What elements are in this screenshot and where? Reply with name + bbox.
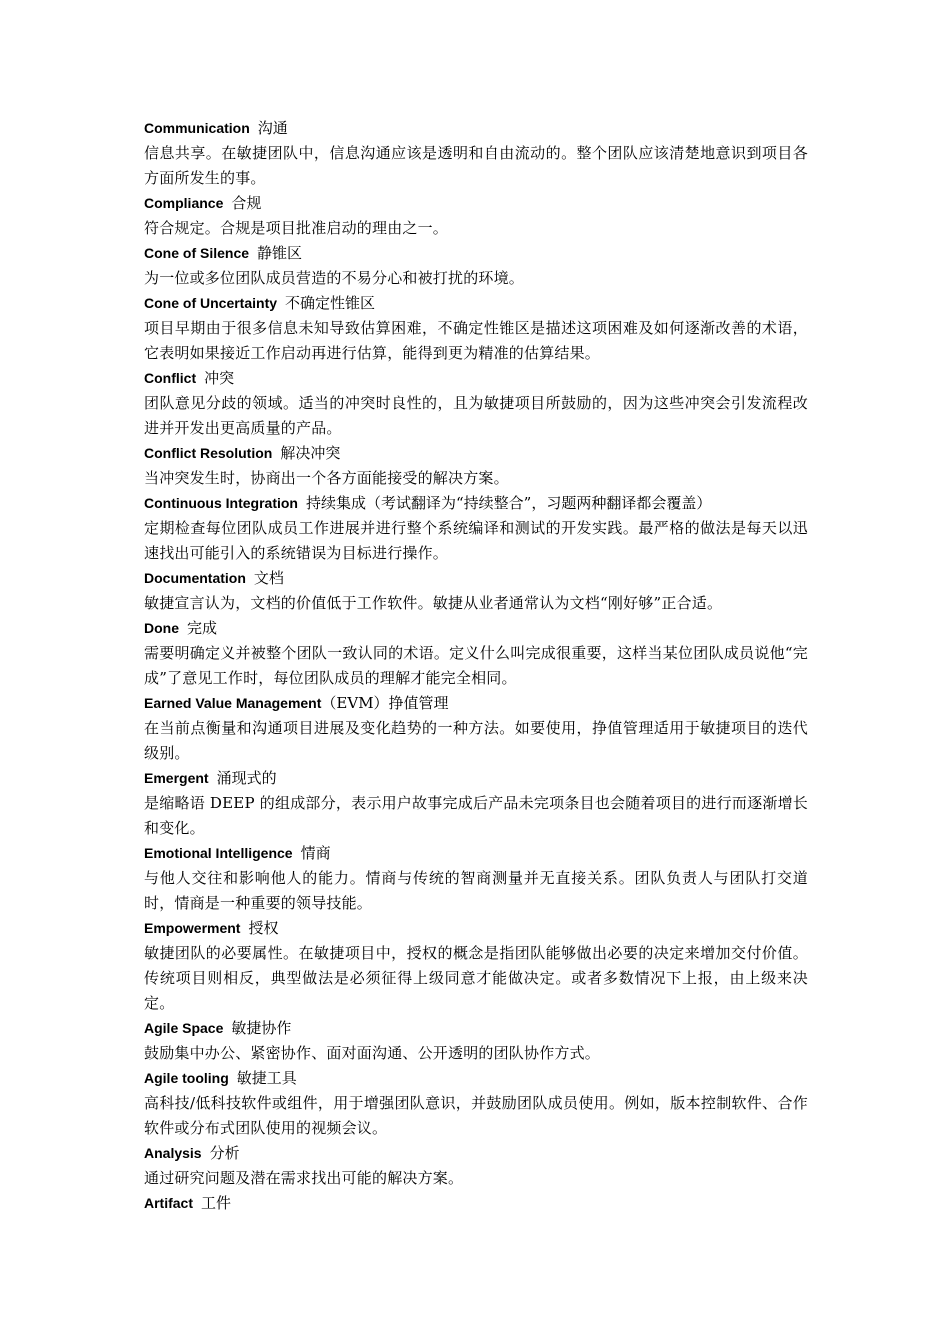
glossary-entry [144,1066,808,1141]
entry-definition: 定期检查每位团队成员工作进展并进行整个系统编译和测试的开发实践。最严格的做法是每天以迅速找出可能引入的系统错误为目标进行操作。 [144,519,808,562]
entry-heading [144,116,808,141]
entry-heading [144,841,808,866]
glossary-entry [144,841,808,916]
glossary-entry [144,1141,808,1191]
entry-term: Done [144,620,179,636]
entry-term-zh: 情商 [300,844,331,862]
glossary-entry [144,616,808,691]
entry-heading [144,241,808,266]
entry-term-zh: 授权 [248,919,279,937]
entry-heading [144,916,808,941]
entry-term-zh: 冲突 [204,369,235,387]
entry-definition: 当冲突发生时，协商出一个各方面能接受的解决方案。 [144,469,509,487]
entry-definition: 通过研究问题及潜在需求找出可能的解决方案。 [144,1169,464,1187]
entry-term: Empowerment [144,920,241,936]
entry-definition: 高科技/低科技软件或组件，用于增强团队意识，并鼓励团队成员使用。例如，版本控制软件、合作软件或分布式团队使用的视频会议。 [144,1094,808,1137]
entry-term: Artifact [144,1195,194,1211]
entry-heading [144,1141,808,1166]
entry-heading [144,566,808,591]
entry-definition: 为一位或多位团队成员营造的不易分心和被打扰的环境。 [144,269,525,287]
glossary-entry [144,441,808,491]
entry-term: Cone of Silence [144,245,250,261]
entry-heading [144,491,808,516]
entry-heading [144,366,808,391]
entry-heading [144,616,808,641]
glossary-page [144,116,808,1216]
entry-term-zh: 合规 [231,194,262,212]
entry-heading [144,1066,808,1091]
entry-definition: 与他人交往和影响他人的能力。情商与传统的智商测量并无直接关系。团队负责人与团队打交道时，情商是一种重要的领导技能。 [144,869,808,912]
entry-term: Compliance [144,195,224,211]
entry-term-zh: 不确定性锥区 [285,294,376,312]
glossary-entry [144,1016,808,1066]
entry-definition: 团队意见分歧的领域。适当的冲突时良性的，且为敏捷项目所鼓励的，因为这些冲突会引发流程改进并开发出更高质量的产品。 [144,394,808,437]
entry-term: Conflict [144,370,197,386]
glossary-entry [144,566,808,616]
glossary-entry [144,916,808,1016]
glossary-entry [144,491,808,566]
entry-definition: 在当前点衡量和沟通项目进展及变化趋势的一种方法。如要使用，挣值管理适用于敏捷项目的迭代级别。 [144,719,808,762]
entry-heading [144,1016,808,1041]
entry-term-zh: 解决冲突 [280,444,341,462]
entry-term: Emergent [144,770,209,786]
entry-term-zh: 敏捷协作 [231,1019,292,1037]
entry-definition: 是缩略语 DEEP 的组成部分，表示用户故事完成后产品未完项条目也会随着项目的进行而逐渐增长和变化。 [144,794,808,837]
entry-heading [144,291,808,316]
entry-term-zh: 文档 [253,569,284,587]
entry-definition: 符合规定。合规是项目批准启动的理由之一。 [144,219,449,237]
entry-term-zh: （EVM）挣值管理 [321,694,449,712]
entry-heading [144,191,808,216]
entry-term: Emotional Intelligence [144,845,293,861]
entry-term-zh: 工件 [201,1194,232,1212]
entry-term: Communication [144,120,250,136]
entry-term: Analysis [144,1145,202,1161]
entry-term: Cone of Uncertainty [144,295,278,311]
entry-term: Agile tooling [144,1070,229,1086]
entry-definition: 敏捷团队的必要属性。在敏捷项目中，授权的概念是指团队能够做出必要的决定来增加交付价值。传统项目则相反，典型做法是必须征得上级同意才能做决定。或者多数情况下上报，由上级来决定。 [144,944,808,1012]
entry-heading [144,766,808,791]
glossary-entry [144,291,808,366]
glossary-entry [144,191,808,241]
entry-term-zh: 分析 [209,1144,240,1162]
glossary-entry [144,691,808,766]
entry-term-zh: 敏捷工具 [236,1069,297,1087]
entry-term-zh: 完成 [187,619,218,637]
entry-definition: 项目早期由于很多信息未知导致估算困难，不确定性锥区是描述这项困难及如何逐渐改善的术语，它表明如果接近工作启动再进行估算，能得到更为精准的估算结果。 [144,319,808,362]
glossary-entry [144,366,808,441]
entry-term: Agile Space [144,1020,224,1036]
entry-term: Documentation [144,570,246,586]
entry-term-zh: 静锥区 [257,244,303,262]
glossary-entry [144,766,808,841]
entry-heading [144,691,808,716]
entry-term-zh: 沟通 [257,119,288,137]
entry-definition: 需要明确定义并被整个团队一致认同的术语。定义什么叫完成很重要，这样当某位团队成员说他“完成”了意见工作时，每位团队成员的理解才能完全相同。 [144,644,808,687]
entry-term: Continuous Integration [144,495,298,511]
entry-heading [144,441,808,466]
glossary-entry [144,116,808,191]
glossary-entry [144,241,808,291]
entry-term-zh: 持续集成（考试翻译为“持续整合”，习题两种翻译都会覆盖） [305,494,712,512]
entry-term: Conflict Resolution [144,445,273,461]
entry-definition: 鼓励集中办公、紧密协作、面对面沟通、公开透明的团队协作方式。 [144,1044,601,1062]
entry-definition: 敏捷宣言认为，文档的价值低于工作软件。敏捷从业者通常认为文档“刚好够”正合适。 [144,594,723,612]
entry-term: Earned Value Management [144,695,322,711]
entry-term-zh: 涌现式的 [216,769,277,787]
glossary-entry [144,1191,808,1216]
entry-heading [144,1191,808,1216]
entry-definition: 信息共享。在敏捷团队中，信息沟通应该是透明和自由流动的。整个团队应该清楚地意识到项目各方面所发生的事。 [144,144,808,187]
